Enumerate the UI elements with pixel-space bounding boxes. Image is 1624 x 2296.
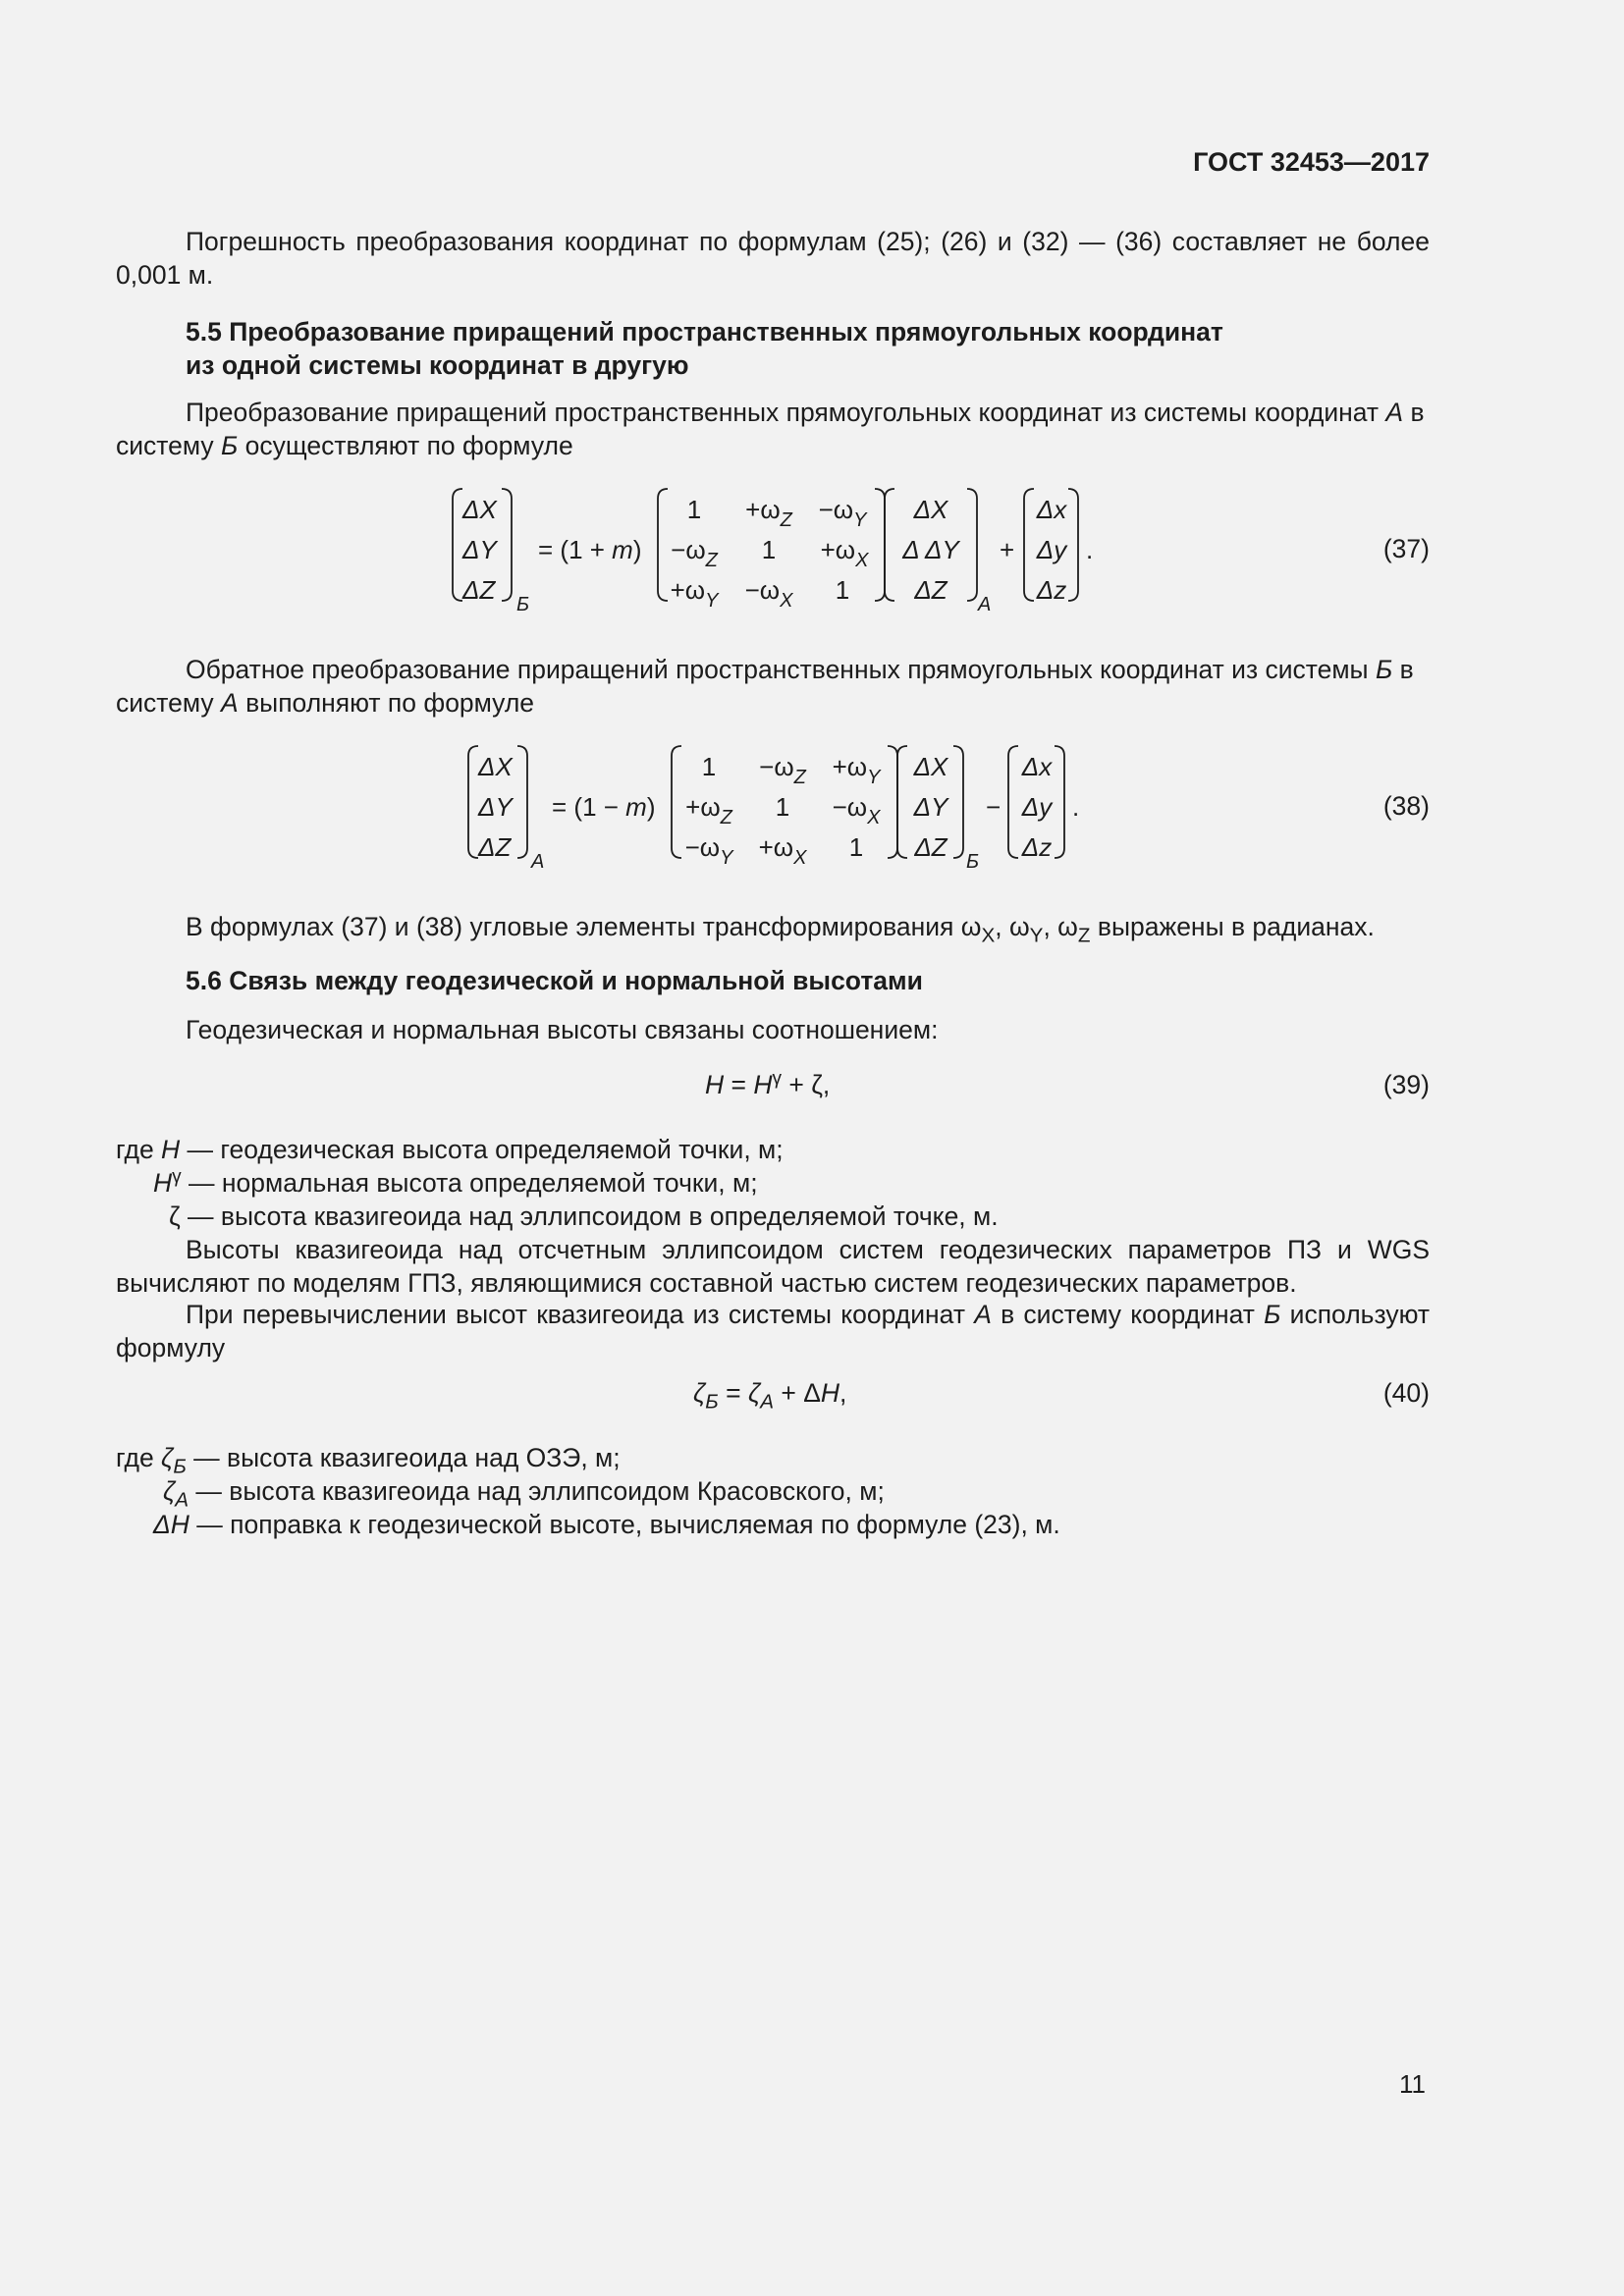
eq37-m11: 1 [686,495,702,524]
eq37-shift-2: Δy [1036,535,1067,564]
eq38-m32: $+\omega_X$ [758,832,807,869]
eq37-vec-2: Δ ΔY [902,535,959,564]
eq37-m31: $+\omega_Y$ [670,575,719,612]
equation-37-graphic [0,481,1624,618]
eq38-m12: $-\omega_Z$ [759,752,806,788]
where-39-line-3: ζ — высота квазигеоида над эллипсоидом в определяемой точке, м. [169,1201,999,1231]
eq37-vec-sub: А [978,594,992,615]
eq38-m31: $-\omega_Y$ [684,832,733,869]
section-5-6-heading: 5.6 Связь между геодезической и нормальной высотами [186,966,923,995]
section-5-6-intro: Геодезическая и нормальная высоты связаны соотношением: [186,1015,939,1044]
equation-39-number: (39) [1382,1070,1430,1099]
section-5-5-paragraph-2: Обратное преобразование приращений пространственных прямоугольных координат из системы Б в систему А выполняют по формуле [116,655,1414,718]
where-39-line-1: где H — геодезическая высота определяемой точки, м; [116,1135,784,1164]
eq38-vec-1: ΔX [913,752,948,781]
angular-elements-note: В формулах (37) и (38) угловые элементы трансформирования $\omega_X$, $\omega_Y$, $\omega_Z$ выражены в радианах. [186,912,1375,947]
document-code: ГОСТ 32453—2017 [1193,147,1430,177]
eq38-m23: $-\omega_X$ [832,792,881,828]
eq37-m32: $-\omega_X$ [744,575,793,612]
eq37-lhs-sub: Б [516,594,530,615]
eq37-m21: $-\omega_Z$ [671,535,718,571]
eq38-vec-3: ΔZ [914,832,947,862]
equation-40-number: (40) [1382,1378,1430,1408]
equation-40: $\zeta_Б = \zeta_А + \Delta H$, [693,1378,847,1414]
where-40-line-1: где $\zeta_Б$ — высота квазигеоида над ОЗЭ, м; [116,1443,621,1478]
eq38-lhs-sub: А [531,851,545,873]
quasigeoid-recalc-paragraph: При перевычислении высот квазигеоида из системы координат А в систему координат Б используют формулу [116,1300,1430,1362]
eq37-m12: $+\omega_Z$ [745,495,792,531]
eq37-lhs-3: ΔZ [462,575,496,605]
eq38-factor: = (1 − m) [552,792,656,822]
eq38-lhs-2: ΔY [478,792,513,822]
equation-38-graphic [0,738,1624,876]
eq38-m33: 1 [848,832,864,862]
eq37-shift-3: Δz [1036,575,1067,605]
section-5-5-paragraph: Преобразование приращений пространственных прямоугольных координат из системы координат А в систему Б осуществляют по формуле [116,398,1425,460]
eq37-m22: 1 [761,535,777,564]
eq38-shift-3: Δz [1021,832,1053,862]
eq37-vec-3: ΔZ [914,575,947,605]
eq38-vec-sub: Б [966,851,980,873]
page-number: 11 [1399,2069,1426,2099]
eq37-m13: $-\omega_Y$ [818,495,867,531]
eq38-m22: 1 [775,792,790,822]
eq37-op: + [1000,535,1015,564]
eq37-shift-1: Δx [1036,495,1067,524]
equation-38-number: (38) [1382,791,1430,821]
equation-37 [0,481,1624,618]
eq38-m11: 1 [701,752,717,781]
eq38-shift-2: Δy [1021,792,1053,822]
section-5-5-heading: 5.5 Преобразование приращений пространственных прямоугольных координат из одной системы координат в другую [186,317,1223,380]
eq38-end: . [1072,792,1080,822]
eq37-lhs-1: ΔX [462,495,497,524]
where-39-line-2: $H^\gamma$ — нормальная высота определяемой точки, м; [153,1166,758,1198]
eq37-lhs-2: ΔY [462,535,497,564]
eq38-lhs-1: ΔX [478,752,513,781]
equation-38 [0,738,1624,876]
where-40-line-2: $\zeta_А$ — высота квазигеоида над эллипсоидом Красовского, м; [163,1476,885,1512]
eq38-lhs-3: ΔZ [478,832,512,862]
eq37-vec-1: ΔX [913,495,948,524]
eq37-m23: $+\omega_X$ [820,535,869,571]
where-40-line-3: ΔH — поправка к геодезической высоте, вычисляемая по формуле (23), м. [153,1510,1060,1539]
eq38-vec-2: ΔY [913,792,948,822]
eq38-shift-1: Δx [1021,752,1053,781]
eq38-m13: $+\omega_Y$ [832,752,881,788]
quasigeoid-models-paragraph: Высоты квазигеоида над отсчетным эллипсоидом систем геодезических параметров ПЗ и WGS вычисляют по моделям ГПЗ, являющимися составной частью систем геодезических параметров. [116,1235,1430,1298]
eq37-factor: = (1 + m) [538,535,642,564]
eq38-m21: $+\omega_Z$ [685,792,732,828]
eq38-op: − [986,792,1001,822]
equation-37-number: (37) [1382,534,1430,563]
eq37-end: . [1086,535,1094,564]
equation-39: $H = H^\gamma + \zeta$, [705,1068,831,1099]
eq37-m33: 1 [835,575,850,605]
intro-paragraph: Погрешность преобразования координат по формулам (25); (26) и (32) — (36) составляет не более 0,001 м. [116,227,1430,290]
